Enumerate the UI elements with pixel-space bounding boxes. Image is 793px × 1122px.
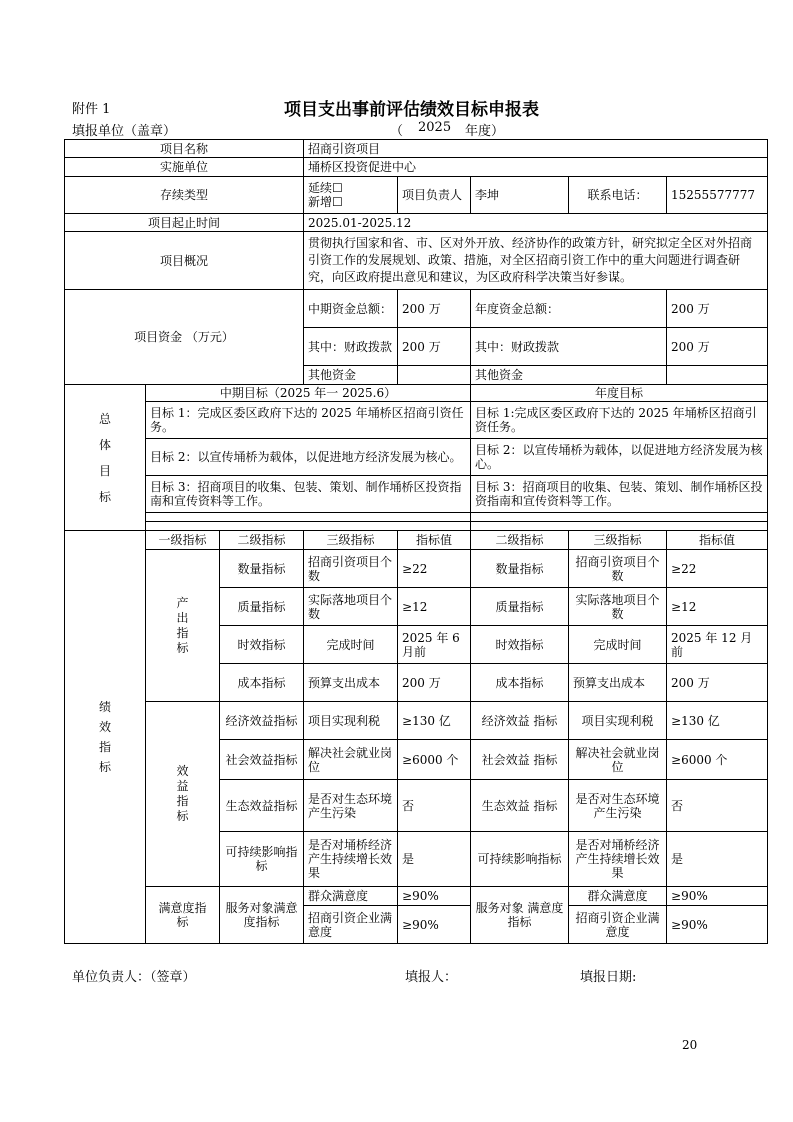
benefit-row-4-l3: 是否对埇桥经济产生持续增长效果 [304,832,398,887]
output-row-1-l2b: 数量指标 [471,550,569,588]
satisfaction-indicators-label: 满意度指标 [146,887,220,944]
output-row-3-l2: 时效指标 [220,626,304,664]
satisfaction-row-1-valueb: ≥90% [667,887,768,906]
year-goal-2: 目标 2：以宣传埇桥为载体，以促进地方经济发展为核心。 [471,439,768,476]
benefit-row-4-value: 是 [398,832,471,887]
mid-goal-3: 目标 3：招商项目的收集、包装、策划、制作埇桥区投资指南和宣传资料等工作。 [146,476,471,513]
header-level2: 二级指标 [220,531,304,550]
output-indicators-label: 产出指标 [146,550,220,702]
year-goal-blank-1 [471,513,768,522]
filling-unit-label: 填报单位（盖章） [72,124,177,139]
header-level3b: 三级指标 [569,531,667,550]
output-row-3-l2b: 时效指标 [471,626,569,664]
year-close: 年度） [465,124,505,139]
year-goal-blank-2 [471,522,768,531]
type-new-checkbox[interactable]: 新增☐ [308,195,343,209]
page-title: 项目支出事前评估绩效目标申报表 [284,100,539,120]
type-label: 存续类型 [65,177,304,214]
mid-fiscal-label: 其中：财政拨款 [304,328,398,366]
benefit-row-3-value: 否 [398,780,471,832]
output-row-4-l3b: 预算支出成本 [569,664,667,702]
header-level1: 一级指标 [146,531,220,550]
benefit-row-4-valueb: 是 [667,832,768,887]
impl-unit-value: 埇桥区投资促进中心 [304,158,768,177]
benefit-row-2-valueb: ≥6000 个 [667,740,768,780]
year-other-label: 其他资金 [471,366,667,385]
output-row-4-value: 200 万 [398,664,471,702]
output-row-1-value: ≥22 [398,550,471,588]
year-value: 2025 [418,120,452,135]
benefit-row-4-l2b: 可持续影响指标 [471,832,569,887]
satisfaction-row-1-value: ≥90% [398,887,471,906]
page-number: 20 [682,1038,698,1052]
mid-fiscal-value: 200 万 [398,328,471,366]
output-row-3-l3b: 完成时间 [569,626,667,664]
mid-total-value: 200 万 [398,290,471,328]
period-value: 2025.01-2025.12 [304,214,768,232]
satisfaction-row-2-valueb: ≥90% [667,906,768,944]
output-row-4-l2: 成本指标 [220,664,304,702]
output-row-2-l2: 质量指标 [220,588,304,626]
benefit-row-4-l3b: 是否对埇桥经济产生持续增长效果 [569,832,667,887]
output-row-3-l3: 完成时间 [304,626,398,664]
header-value: 指标值 [398,531,471,550]
mid-goal-blank-1 [146,513,471,522]
output-row-4-l2b: 成本指标 [471,664,569,702]
output-row-2-l3b: 实际落地项目个数 [569,588,667,626]
year-fiscal-value: 200 万 [667,328,768,366]
year-other-value [667,366,768,385]
output-row-2-valueb: ≥12 [667,588,768,626]
output-row-1-l3: 招商引资项目个数 [304,550,398,588]
year-open: （ [390,124,404,139]
type-continue-checkbox[interactable]: 延续☐ [308,181,343,195]
output-row-2-l2b: 质量指标 [471,588,569,626]
fill-date-label: 填报日期: [580,970,637,985]
header-level2b: 二级指标 [471,531,569,550]
output-row-2-l3: 实际落地项目个数 [304,588,398,626]
output-row-1-l3b: 招商引资项目个数 [569,550,667,588]
mid-goal-1: 目标 1：完成区委区政府下达的 2025 年埇桥区招商引资任务。 [146,402,471,439]
type-options [304,177,398,214]
output-row-1-l2: 数量指标 [220,550,304,588]
benefit-row-2-l3b: 解决社会就业岗位 [569,740,667,780]
benefit-row-2-value: ≥6000 个 [398,740,471,780]
satisfaction-row-2-l3b: 招商引资企业满意度 [569,906,667,944]
leader-value: 李坤 [471,177,569,214]
leader-label: 项目负责人 [398,177,471,214]
benefit-row-1-l3b: 项目实现利税 [569,702,667,740]
satisfaction-row-1-l3b: 群众满意度 [569,887,667,906]
impl-unit-label: 实施单位 [65,158,304,177]
benefit-row-2-l3: 解决社会就业岗位 [304,740,398,780]
mid-goals-header: 中期目标（2025 年一 2025.6） [146,385,471,402]
satisfaction-row-2-l3: 招商引资企业满意度 [304,906,398,944]
satisfaction-row-2-value: ≥90% [398,906,471,944]
phone-value: 15255577777 [667,177,768,214]
mid-other-label: 其他资金 [304,366,398,385]
benefit-row-3-l2: 生态效益指标 [220,780,304,832]
unit-leader-signature: 单位负责人：（签章） [72,970,196,985]
benefit-row-3-valueb: 否 [667,780,768,832]
output-row-3-valueb: 2025 年 12 月前 [667,626,768,664]
overall-goals-label: 总体目标 [65,385,146,531]
benefit-row-1-value: ≥130 亿 [398,702,471,740]
year-total-label: 年度资金总额： [471,290,667,328]
output-row-3-value: 2025 年 6 月前 [398,626,471,664]
period-label: 项目起止时间 [65,214,304,232]
year-goal-3: 目标 3：招商项目的收集、包装、策划、制作埇桥区投资指南和宣传资料等工作。 [471,476,768,513]
funds-label: 项目资金 （万元） [65,290,304,385]
benefit-row-1-l2b: 经济效益 指标 [471,702,569,740]
project-name-value: 招商引资项目 [304,140,768,158]
filler-label: 填报人： [405,970,458,985]
year-goal-1: 目标 1:完成区委区政府下达的 2025 年埇桥区招商引资任务。 [471,402,768,439]
benefit-row-1-l2: 经济效益指标 [220,702,304,740]
mid-goal-2: 目标 2：以宣传埇桥为载体，以促进地方经济发展为核心。 [146,439,471,476]
overview-label: 项目概况 [65,232,304,290]
satisfaction-l2: 服务对象满意度指标 [220,887,304,944]
perf-indicators-label: 绩效指标 [65,531,146,944]
project-name-label: 项目名称 [65,140,304,158]
benefit-row-2-l2: 社会效益指标 [220,740,304,780]
annex-label: 附件 1 [72,102,111,117]
mid-total-label: 中期资金总额： [304,290,398,328]
benefit-row-3-l3: 是否对生态环境产生污染 [304,780,398,832]
benefit-indicators-label: 效益指标 [146,702,220,887]
benefit-row-1-valueb: ≥130 亿 [667,702,768,740]
overview-value: 贯彻执行国家和省、市、区对外开放、经济协作的政策方针，研究拟定全区对外招商引资工作的发展规划、政策、措施，对全区招商引资工作中的重大问题进行调查研究，向区政府提出意见和建议，为区政府科学决策当好参谋。 [304,232,768,290]
benefit-row-2-l2b: 社会效益 指标 [471,740,569,780]
output-row-1-valueb: ≥22 [667,550,768,588]
mid-other-value [398,366,471,385]
year-goals-header: 年度目标 [471,385,768,402]
phone-label: 联系电话： [569,177,667,214]
benefit-row-3-l3b: 是否对生态环境产生污染 [569,780,667,832]
benefit-row-4-l2: 可持续影响指标 [220,832,304,887]
output-row-4-valueb: 200 万 [667,664,768,702]
satisfaction-row-1-l3: 群众满意度 [304,887,398,906]
benefit-row-3-l2b: 生态效益 指标 [471,780,569,832]
satisfaction-l2b: 服务对象 满意度指标 [471,887,569,944]
header-level3: 三级指标 [304,531,398,550]
header-valueb: 指标值 [667,531,768,550]
output-row-4-l3: 预算支出成本 [304,664,398,702]
performance-goal-table [64,139,768,944]
mid-goal-blank-2 [146,522,471,531]
benefit-row-1-l3: 项目实现利税 [304,702,398,740]
output-row-2-value: ≥12 [398,588,471,626]
year-total-value: 200 万 [667,290,768,328]
year-fiscal-label: 其中：财政拨款 [471,328,667,366]
